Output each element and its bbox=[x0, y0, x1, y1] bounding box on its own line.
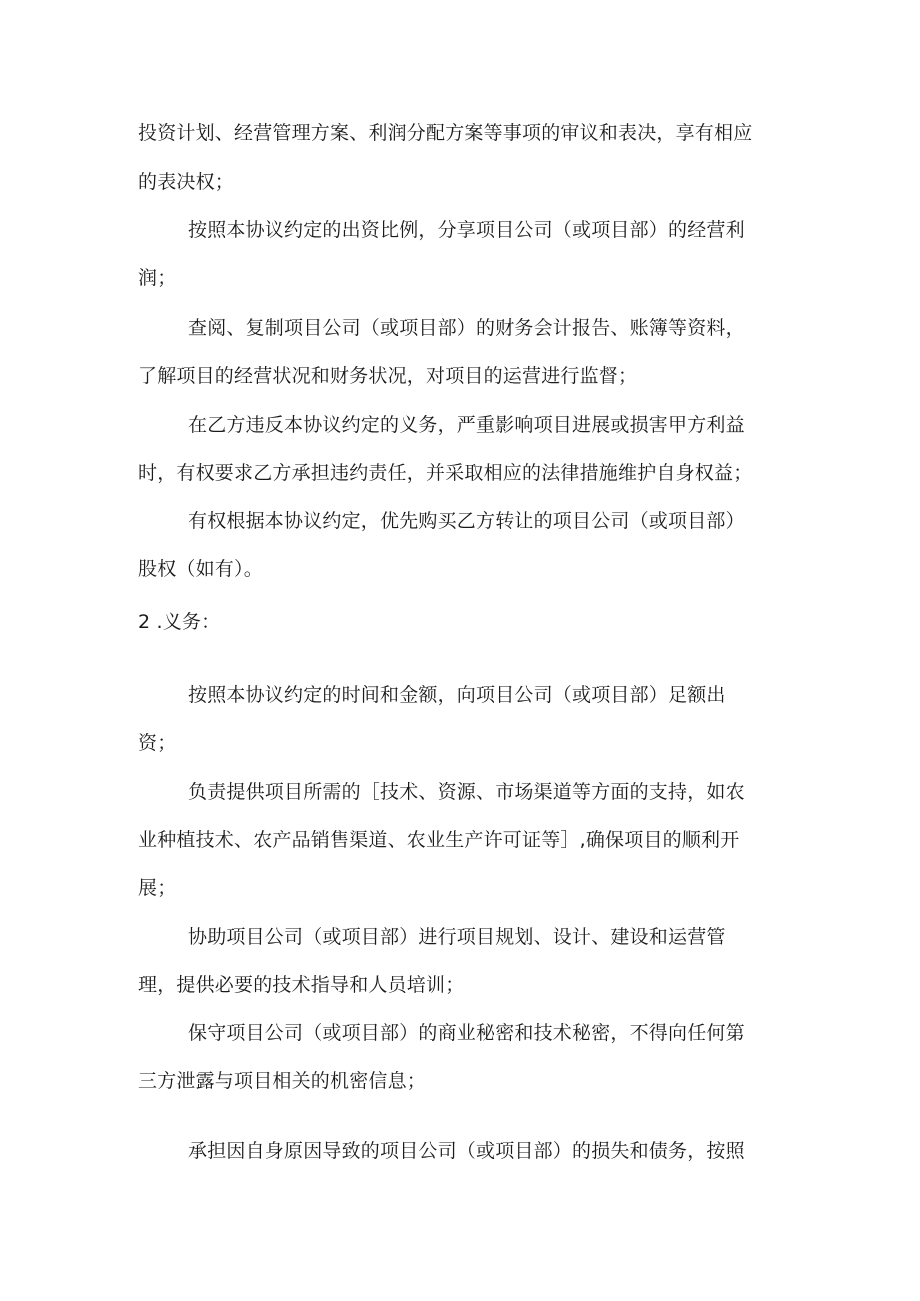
paragraph-line: 业种植技术、农产品销售渠道、农业生产许可证等］,确保项目的顺利开 bbox=[138, 829, 740, 851]
paragraph-line: 承担因自身原因导致的项目公司（或项目部）的损失和债务，按照 bbox=[188, 1140, 745, 1162]
paragraph-line: 有权根据本协议约定，优先购买乙方转让的项目公司（或项目部） bbox=[188, 510, 745, 532]
paragraph-line: 协助项目公司（或项目部）进行项目规划、设计、建设和运营管 bbox=[188, 926, 726, 948]
paragraph-line: 展； bbox=[138, 877, 177, 899]
paragraph-line: 时，有权要求乙方承担违约责任，并采取相应的法律措施维护自身权益； bbox=[138, 462, 753, 484]
paragraph-line: 负责提供项目所需的［技术、资源、市场渠道等方面的支持，如农 bbox=[188, 781, 745, 803]
paragraph-line: 股权（如有）。 bbox=[138, 558, 263, 580]
paragraph-line: 按照本协议约定的出资比例，分享项目公司（或项目部）的经营利 bbox=[188, 219, 745, 241]
paragraph-line: 查阅、复制项目公司（或项目部）的财务会计报告、账簿等资料， bbox=[188, 317, 745, 339]
paragraph-line: 投资计划、经营管理方案、利润分配方案等事项的审议和表决，享有相应 bbox=[138, 122, 753, 144]
paragraph-line: 三方泄露与项目相关的机密信息； bbox=[138, 1070, 427, 1092]
paragraph-line: 资； bbox=[138, 732, 177, 754]
section-heading: 2 .义务： bbox=[138, 611, 221, 633]
paragraph-line: 保守项目公司（或项目部）的商业秘密和技术秘密，不得向任何第 bbox=[188, 1022, 745, 1044]
paragraph-line: 的表决权； bbox=[138, 171, 235, 193]
paragraph-line: 润； bbox=[138, 267, 177, 289]
paragraph-line: 理，提供必要的技术指导和人员培训； bbox=[138, 974, 465, 996]
paragraph-line: 在乙方违反本协议约定的义务，严重影响项目进展或损害甲方利益 bbox=[188, 414, 745, 436]
paragraph-line: 按照本协议约定的时间和金额，向项目公司（或项目部）足额出 bbox=[188, 684, 726, 706]
paragraph-line: 了解项目的经营状况和财务状况，对项目的运营进行监督； bbox=[138, 365, 638, 387]
